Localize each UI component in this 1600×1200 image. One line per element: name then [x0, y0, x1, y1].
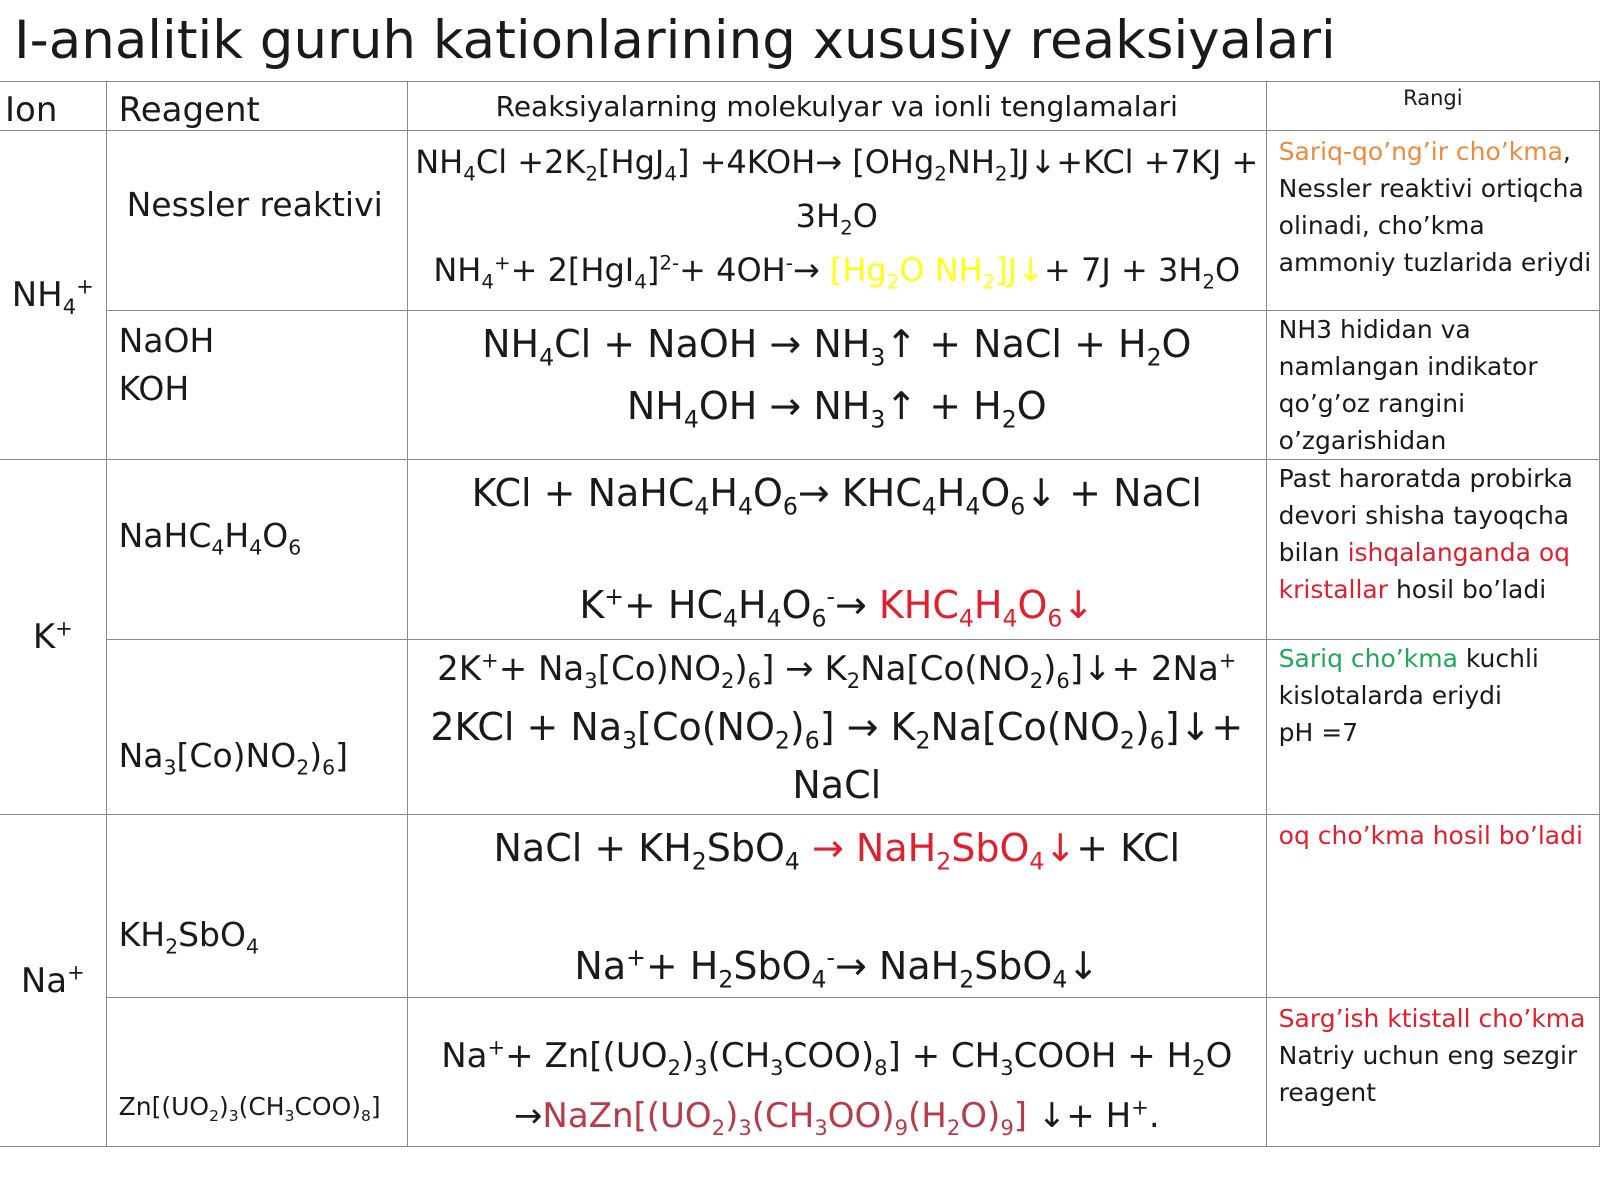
- reagent-cobaltinitrite: $Na_3[Co)NO_2)_6$]: [106, 640, 407, 815]
- reagent-nahc4h4o6: $NaHC_4H_4O_6$: [106, 460, 407, 640]
- table-row: [0, 640, 1600, 815]
- equation-antimonate: [407, 815, 1266, 998]
- equation-naoh: [407, 311, 1266, 460]
- equation-line: NaCl: [792, 763, 882, 807]
- reagent-zinc-uranyl-acetate: $Zn[(UO_2)_3(CH_3COO)_8]$: [106, 998, 407, 1147]
- equation-line: $\to NaZn[(UO_2)_3(CH_3OO)_9(H_2O)_9]$ ↓+ H+.: [513, 1094, 1160, 1140]
- page-title: I-analitik guruh kationlarining xususiy reaksiyalari: [14, 10, 1336, 71]
- equation-line: $Na^++ Zn[(UO_2)_3(CH_3COO)_8]$ + $CH_3COOH + H_2O$: [441, 1034, 1233, 1080]
- color-cobaltinitrite: Sariq cho’kma kuchli kislotalarda eriydi pH =7: [1266, 640, 1599, 815]
- ion-na: Na+: [0, 815, 106, 1147]
- equation-line: $K^++ HC_4H_4O_6^-\to$ $KHC_4H_4O_6↓$: [579, 582, 1095, 633]
- header-reagent: Reagent: [106, 82, 407, 131]
- color-antimonate: oq cho’kma hosil bo’ladi: [1266, 815, 1599, 998]
- equation-line: $2K^++ Na_3[Co)NO_2)_6$] → $K_2Na[Co(NO_2)_6]↓+ 2Na^+$: [437, 647, 1237, 693]
- equation-line: NaCl + $KH_2SbO_4$ → NaH$_2$SbO$_4$↓+ KCl: [493, 826, 1181, 876]
- header-ion: Ion: [0, 82, 106, 131]
- table-row: [0, 815, 1600, 998]
- ion-k: K+: [0, 460, 106, 815]
- equation-tartrate: [407, 460, 1266, 640]
- header-equations: Reaksiyalarning molekulyar va ionli tenglamalari: [407, 82, 1266, 131]
- equation-cobaltinitrite: [407, 640, 1266, 815]
- equation-line: $2KCl + Na_3[Co(NO_2)_6]$ → $K_2Na[Co(NO_2)_6]↓+$: [430, 705, 1244, 755]
- reactions-table: [0, 81, 1600, 1147]
- color-naoh: NH3 hididan va namlangan indikator qo’g’oz rangini o’zgarishidan: [1266, 311, 1599, 460]
- color-zinc-uranyl: Sarg’ish ktistall cho’kma Natriy uchun eng sezgir reagent: [1266, 998, 1599, 1147]
- equation-line: $NH_4Cl +2K_2[HgJ_4] +4KOH\to$ $[OHg_2NH_2]J↓+KCl +7KJ$ +: [415, 143, 1259, 186]
- reagent-naoh-koh: NaOH KOH: [106, 311, 407, 460]
- reagent-nessler: Nessler reaktivi: [106, 131, 407, 311]
- equation-line: $NH_4Cl$ + NaOH → $NH_3↑$ + NaCl + $H_2O$: [482, 322, 1192, 372]
- equation-line: $NH_4^++ 2[HgI_4]^{2-}+ 4OH^-\to [Hg_2O$ $NH_2]J↓+ 7J + 3H_2O$: [433, 251, 1241, 294]
- table-row: [0, 998, 1600, 1147]
- table-header-row: [0, 82, 1600, 131]
- equation-line: $NH_4OH$ → $NH_3↑ + H_2O$: [626, 384, 1047, 434]
- equation-line: $Na^++ H_2SbO_4^-\to$ NaH$_2$SbO$_4$↓: [574, 943, 1100, 994]
- table-row: [0, 311, 1600, 460]
- equation-line: KCl + $NaHC_4H_4O_6\to$ $KHC_4H_4O_6↓$ + NaCl: [471, 471, 1202, 521]
- header-color: Rangi: [1266, 82, 1599, 131]
- table-row: [0, 131, 1600, 311]
- color-tartrate: Past haroratda probirka devori shisha tayoqcha bilan ishqalanganda oq kristallar hosil bo’ladi: [1266, 460, 1599, 640]
- equation-line: $3H_2O$: [795, 197, 878, 240]
- reagent-kh2sbo4: $KH_2SbO_4$: [106, 815, 407, 998]
- table-row: [0, 460, 1600, 640]
- ion-nh4: $NH_4^+$: [0, 131, 106, 460]
- equation-zinc-uranyl: [407, 998, 1266, 1147]
- color-nessler: Sariq-qo’ng’ir cho’kma, Nessler reaktivi ortiqcha olinadi, cho’kma ammoniy tuzlarida eriydi: [1266, 131, 1599, 311]
- equation-nessler: [407, 131, 1266, 311]
